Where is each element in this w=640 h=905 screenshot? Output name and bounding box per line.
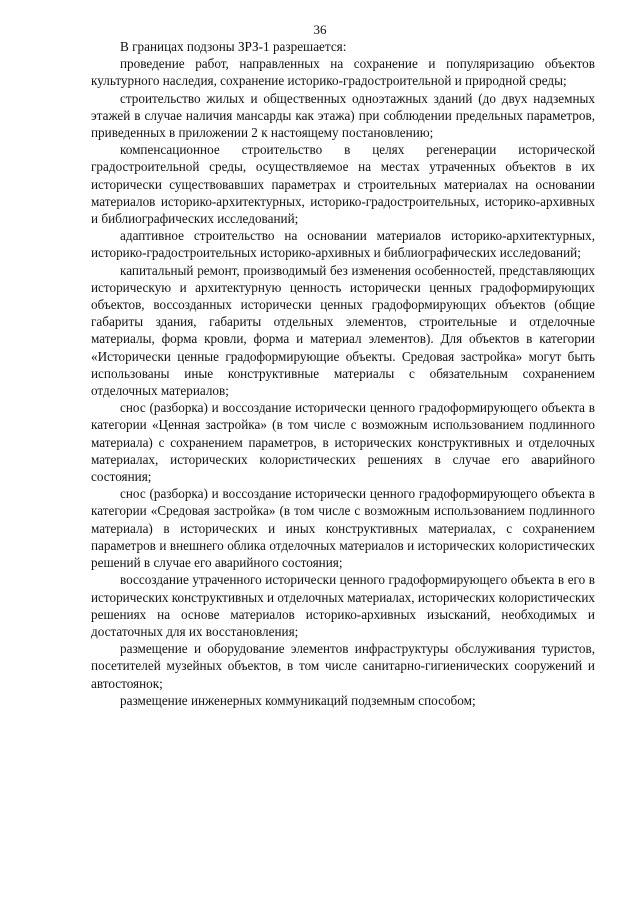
paragraph-utilities: размещение инженерных коммуникаций подземным способом; (120, 692, 476, 708)
paragraph-demolition-environmental: снос (разборка) и воссоздание исторически ценного градоформирующего объекта в категории «Средовая застройка» (в том числе с возможным использованием подлинного материала) в исторических и иных конструктивных материалах, с сохранением параметров и внешнего облика отделочных материалов и исторических колористических решений в случае его аварийного состояния; (91, 486, 595, 571)
paragraph-demolition-valuable: снос (разборка) и воссоздание исторически ценного градоформирующего объекта в категории «Ценная застройка» (в том числе с возможным использованием подлинного материала) с сохранением параметров, в исторических конструктивных и отделочных материалах, исторических колористических решениях в случае его аварийного состояния; (91, 400, 595, 485)
paragraph-reconstruction: воссоздание утраченного исторически ценного градоформирующего объекта в его в исторических конструктивных и отделочных материалах, исторических колористических решениях на основе материалов историко-архивных изысканий, необходимых и достаточных для их восстановления; (91, 572, 596, 639)
page-number: 36 (313, 22, 327, 37)
paragraph-heritage-works: проведение работ, направленных на сохранение и популяризацию объектов культурного наследия, сохранение историко-градостроительной и природной среды; (91, 56, 595, 89)
document-body (91, 38, 595, 709)
paragraph-construction: строительство жилых и общественных одноэтажных зданий (до двух надземных этажей в случае наличия мансарды как этажа) при соблюдении предельных параметров, приведенных в приложении 2 к настоящему постановлению; (91, 90, 595, 141)
paragraph-intro: В границах подзоны ЗРЗ-1 разрешается: (120, 39, 347, 54)
paragraph-capital-repair: капитальный ремонт, производимый без изменения особенностей, представляющих историческую и архитектурную ценность исторически ценных градоформирующих объектов, воссозданных исторически ценных градоформирующих объектов (общие габариты здания, габариты отдельных элементов, строительные и отделочные материалы, форма кровли, форма и материал элементов). Для объектов в категории «Исторически ценные градоформирующие объекты. Средовая застройка» могут быть использованы иные конструктивные материалы с обязательным сохранением отделочных материалов; (91, 262, 595, 399)
paragraph-tourist-infrastructure: размещение и оборудование элементов инфраструктуры обслуживания туристов, посетителей музейных объектов, в том числе санитарно-гигиенических сооружений и автостоянок; (91, 641, 595, 691)
paragraph-compensation-construction: компенсационное строительство в целях регенерации исторической градостроительной среды, осуществляемое на местах утраченных объектов в их исторически существовавших параметрах и строительных материалах на основании материалов историко-архитектурных, историко-градостроительных, историко-архивных и библиографических исследований; (91, 142, 595, 227)
paragraph-adaptive-construction: адаптивное строительство на основании материалов историко-архитектурных, историко-градостроительных историко-архивных и библиографических исследований; (91, 228, 595, 261)
